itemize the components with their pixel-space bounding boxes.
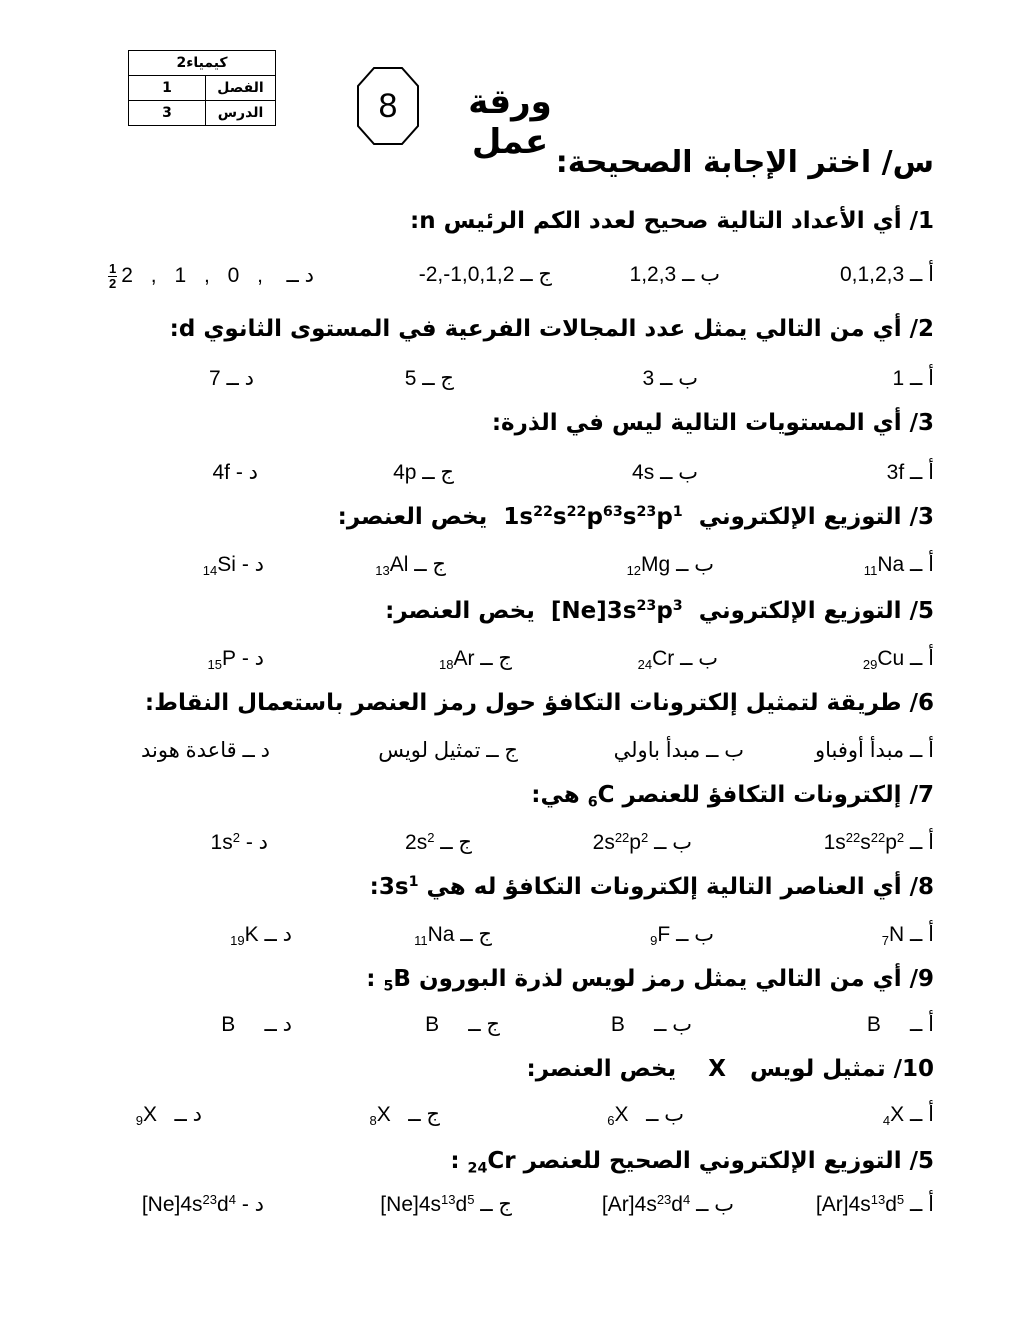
electron-config: $1s^{22}s^{22}p^{63}s^{23}p^1$ (503, 504, 683, 530)
option-a[interactable]: أ ــ 1 (892, 367, 934, 390)
options-5 (0, 646, 1020, 686)
option-d[interactable]: د - 4f (212, 461, 258, 484)
option-d[interactable]: د ــ $_9$X (135, 1103, 202, 1128)
options-9 (0, 1012, 1020, 1052)
option-d[interactable]: د ــ B (221, 1013, 292, 1036)
info-table (128, 50, 276, 126)
sheet-number-badge (356, 66, 420, 146)
option-a[interactable]: أ ــ مبدأ أوفباو (815, 739, 934, 762)
option-d[interactable]: د - $_{14}$Si (202, 553, 264, 578)
options-2 (0, 366, 1020, 406)
option-d[interactable]: د - $_{15}$P (207, 647, 264, 672)
option-c[interactable]: ج ــ B (425, 1013, 500, 1036)
option-c[interactable]: ج ــ 4p (393, 461, 454, 484)
lewis-symbol: B (610, 1013, 625, 1036)
option-b[interactable]: ب ــ 3 (642, 367, 698, 390)
option-c[interactable]: ج ــ $_{13}$Al (375, 553, 446, 578)
option-b[interactable]: ب ــ $_6$X (607, 1103, 684, 1128)
question-6: 6/ طريقة لتمثيل إلكترونات التكافؤ حول رمز العنصر باستعمال النقاط: (144, 690, 934, 716)
options-4 (0, 552, 1020, 592)
option-c[interactable]: ج ــ $2s^2$ (405, 829, 472, 854)
question-2: 2/ أي من التالي يمثل عدد المجالات الفرعية في المستوى الثانوي d: (169, 316, 934, 342)
option-a[interactable]: أ ــ $_7$N (881, 923, 934, 948)
option-b[interactable]: ب ــ B (610, 1013, 692, 1036)
question-3: 3/ أي المستويات التالية ليس في الذرة: (491, 410, 934, 436)
option-d[interactable]: د - $[Ne]4s^{23}d^4$ (141, 1191, 264, 1216)
option-a[interactable]: أ ــ 3f (886, 461, 934, 484)
option-c[interactable]: ج ــ $_8$X (369, 1103, 440, 1128)
options-3 (0, 460, 1020, 500)
option-c[interactable]: ج ــ $_{11}$Na (414, 923, 492, 948)
option-a[interactable]: أ ــ $_{11}$Na (863, 553, 934, 578)
question-1: 1/ أي الأعداد التالية صحيح لعدد الكم الرئيس n: (410, 208, 934, 234)
option-d[interactable]: د ــ $_{19}$K (230, 923, 292, 948)
option-c[interactable]: ج ــ $[Ne]4s^{13}d^5$ (380, 1191, 512, 1216)
option-b[interactable]: ب ــ $2s^{22}p^2$ (592, 829, 692, 854)
option-a[interactable]: أ ــ 0,1,2,3 (839, 263, 934, 286)
option-c[interactable]: ج ــ $_{18}$Ar (438, 647, 512, 672)
option-b[interactable]: ب ــ $_9$F (650, 923, 714, 948)
option-a[interactable]: أ ــ $1s^{22}s^{22}p^2$ (823, 829, 934, 854)
question-9: 9/ أي من التالي يمثل رمز لويس لذرة البورون $_5$B : (366, 966, 934, 995)
option-c[interactable]: ج ــ 5 (404, 367, 454, 390)
option-d[interactable]: د ــ 7 (208, 367, 254, 390)
chapter-label: الفصل (206, 76, 276, 101)
sheet-number: 8 (378, 87, 398, 125)
option-b[interactable]: ب ــ $[Ar]4s^{23}d^4$ (601, 1191, 734, 1216)
option-a[interactable]: أ ــ $_{29}$Cu (862, 647, 934, 672)
lesson-label: الدرس (206, 101, 276, 126)
options-10 (0, 1102, 1020, 1142)
option-b[interactable]: ب ــ $_{12}$Mg (626, 553, 714, 578)
option-d[interactable]: د ــ قاعدة هوند (141, 739, 270, 762)
options-6 (0, 738, 1020, 778)
question-7: 7/ إلكترونات التكافؤ للعنصر $_6$C هي: (531, 782, 934, 811)
question-5: 5/ التوزيع الإلكتروني $[Ne]3s^{23}p^3$ يخص العنصر: (385, 598, 934, 624)
element-symbol: $_{24}$Cr (467, 1148, 516, 1177)
electron-config: $[Ne]3s^{23}p^3$ (550, 598, 683, 624)
option-c[interactable]: ج ــ -2,-1,0,1,2 (418, 263, 552, 286)
option-a[interactable]: أ ــ $[Ar]4s^{13}d^5$ (815, 1191, 934, 1216)
question-11: 5/ التوزيع الإلكتروني الصحيح للعنصر $_{24}$Cr : (450, 1148, 934, 1177)
options-11 (0, 1192, 1020, 1232)
element-symbol: $_6$C (587, 782, 615, 811)
options-7 (0, 830, 1020, 870)
chapter-value: 1 (129, 76, 206, 101)
instruction: س/ اختر الإجابة الصحيحة: (555, 145, 934, 180)
lewis-symbol: X (708, 1056, 726, 1082)
options-8 (0, 922, 1020, 962)
option-a[interactable]: أ ــ $_4$X (882, 1103, 934, 1128)
fraction: $\frac{1}{2}$ (109, 261, 117, 291)
question-8: 8/ أي العناصر التالية إلكترونات التكافؤ له هي $3s^1$: (369, 874, 934, 900)
option-d[interactable]: د - $1s^2$ (210, 829, 268, 854)
element-symbol: $_5$B (383, 966, 411, 995)
option-b[interactable]: ب ــ 4s (632, 461, 698, 484)
option-c[interactable]: ج ــ تمثيل لويس (378, 739, 518, 762)
sheet-title: ورقة عمل (468, 82, 552, 162)
lewis-symbol: B (425, 1013, 440, 1036)
option-a[interactable]: أ ــ B (866, 1013, 934, 1036)
option-d[interactable]: د ــ $\frac{1}{2}$ 2 , 1 , 0 , (109, 261, 314, 291)
options-1 (0, 262, 1020, 302)
option-b[interactable]: ب ــ مبدأ باولي (613, 739, 744, 762)
lewis-symbol: B (866, 1013, 881, 1036)
electron-config: $3s^1$ (378, 874, 419, 900)
option-b[interactable]: ب ــ $_{24}$Cr (637, 647, 718, 672)
question-10: 10/ تمثيل لويس X يخص العنصر: (526, 1056, 934, 1082)
question-4: 3/ التوزيع الإلكتروني $1s^{22}s^{22}p^{63}s^{23}p^1$ يخص العنصر: (337, 504, 934, 530)
option-b[interactable]: ب ــ 1,2,3 (629, 263, 720, 286)
subject-cell: كيمياء2 (129, 51, 276, 76)
lesson-value: 3 (129, 101, 206, 126)
lewis-symbol: B (221, 1013, 236, 1036)
